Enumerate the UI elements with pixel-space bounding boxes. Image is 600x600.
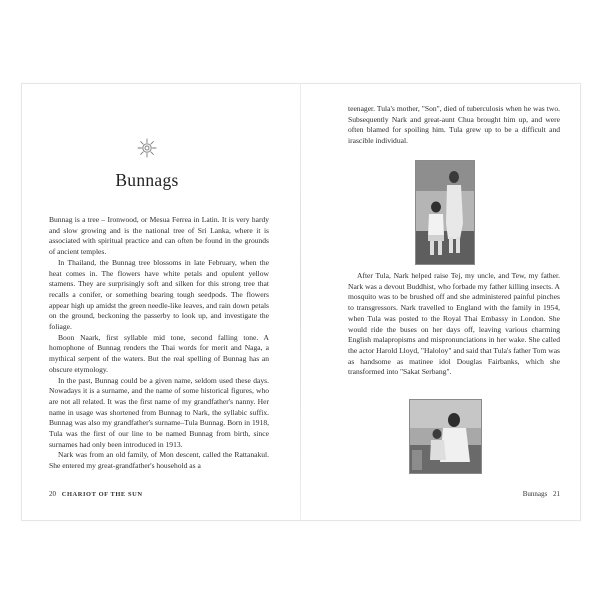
paragraph: Nark was from an old family, of Mon descent, called the Rattanakul. She entered my great-grandfather's household as a [49,450,269,471]
page-number: 20 [49,490,56,498]
running-head: CHARIOT OF THE SUN [61,491,143,498]
family-photo-outdoor [409,399,482,474]
chapter-title: Bunnags [115,170,179,190]
paragraph: teenager. Tula's mother, "Son", died of tuberculosis when he was two. Subsequently Nark and great-aunt Chua brought him up, and were often blamed for spoiling him. Tula grew up to be a difficult and irascible individual. [348,104,560,146]
right-body-text-top [348,104,560,147]
left-page [22,84,300,520]
book-spread [21,83,581,521]
right-body-text-mid [348,271,560,378]
right-page [301,84,580,520]
paragraph: After Tula, Nark helped raise Tej, my uncle, and Tew, my father. Nark was a devout Buddhist, who forbade my father killing insects. A mosquito was to be brushed off and she administered painful pinches to transgressors. Nark travelled to England with the family in 1954, when Tula was posted to the Royal Thai Embassy in London. She would ride the buses on her days off, leaving various charming English malapropisms and mispronunciations in her wake. She called the actor Harold Lloyd, "Haloloy" and said that Tula's father Tom was as handsome as matinee idol Douglas Fairbanks, which she transformed into "Sakat Serbang". [348,271,560,377]
paragraph: Boon Naark, first syllable mid tone, second falling tone. A homophone of Bunnag renders the Thai words for merit and Naga, a mythical serpent of the waters. But the real spelling of Bunnag has an obscure etymology. [49,332,269,374]
paragraph: In the past, Bunnag could be a given name, seldom used these days. Nowadays it is a surname, and the name of some historical figures, who are not all related. It was the first name of my grandfather's nanny. Her name in usage was shortened from Bunnag to Nark, the syllabic suffix. Bunnag was also my grandfather's surname–Tula Bunnag. Born in 1918, Tula was the first of our line to be named Bunnag from birth, since surnames had only been introduced in 1913. [49,375,269,449]
family-photo-boys [415,160,475,265]
paragraph: In Thailand, the Bunnag tree blossoms in late February, when the heat comes in. The flowers have white petals and opulent yellow stamens. They are surprisingly soft and silken for this strong tree that recalls a conifer, or something bearing tough seedpods. The flowers appear high up amidst the green needle-like leaves, and rain down petals on the ground, beckoning the passerby to look up, and investigate the foliage. [49,257,269,332]
sun-ornament-icon [137,138,157,158]
left-footer [49,490,143,498]
left-body-text [49,215,269,472]
running-head: Bunnags [522,490,548,498]
paragraph: Bunnag is a tree – Ironwood, or Mesua Ferrea in Latin. It is very hardy and slow growing and is the national tree of Sri Lanka, where it is associated with spiritual practice and can often be found in the grounds of ancient temples. [49,215,269,257]
page-number: 21 [553,490,560,498]
right-footer [523,490,560,498]
